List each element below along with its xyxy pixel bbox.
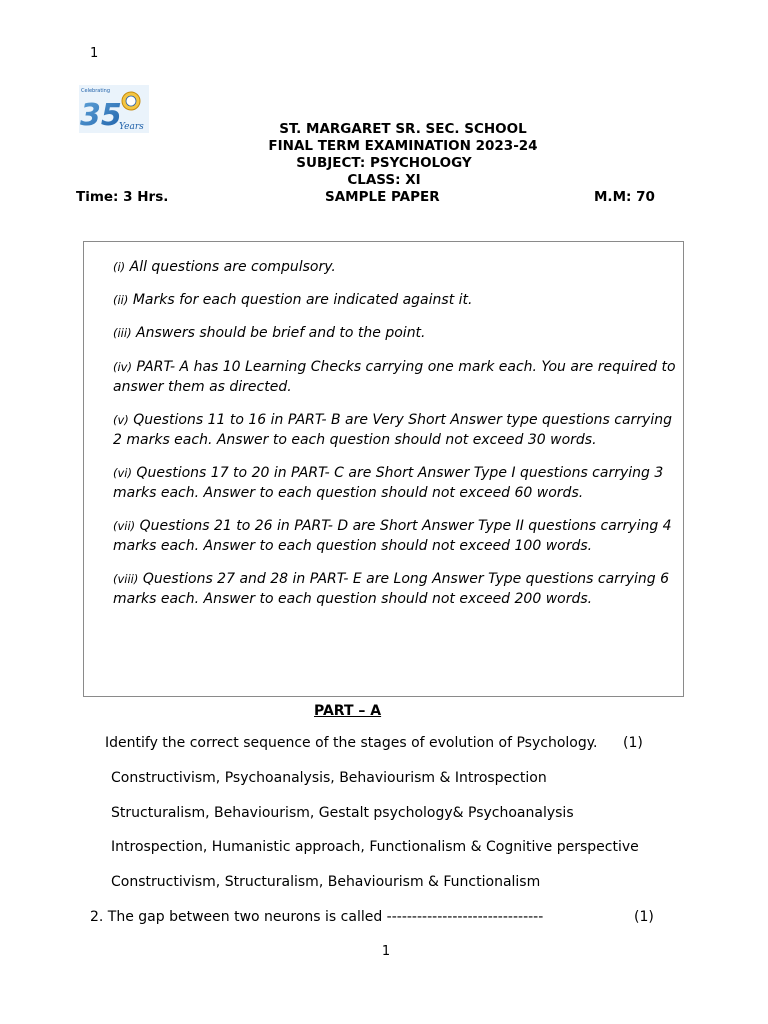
logo-sub: Years xyxy=(119,122,144,132)
question-1-marks: (1) xyxy=(623,735,643,751)
sample-paper-label: SAMPLE PAPER xyxy=(325,189,440,205)
logo-number: 35 xyxy=(80,98,122,133)
page-number-top: 1 xyxy=(90,46,99,61)
question-2-text: 2. The gap between two neurons is called ------------------------------- xyxy=(90,909,544,925)
question-1-option: Structuralism, Behaviourism, Gestalt psychology& Psychoanalysis xyxy=(111,805,574,821)
instruction-item: (vi) Questions 17 to 20 in PART- C are Short Answer Type I questions carrying 3 marks each. Answer to each question should not exceed 60 words. xyxy=(113,465,664,501)
part-a-heading: PART – A xyxy=(314,703,382,719)
instruction-item: (viii) Questions 27 and 28 in PART- E are Long Answer Type questions carrying 6 marks each. Answer to each question should not exceed 200 words. xyxy=(113,571,669,607)
instruction-item: (vii) Questions 21 to 26 in PART- D are Short Answer Type II questions carrying 4 marks each. Answer to each question should not exceed 100 words. xyxy=(113,518,672,554)
question-2-marks: (1) xyxy=(634,909,654,925)
instruction-item: (i) All questions are compulsory. xyxy=(113,259,336,275)
instruction-item: (v) Questions 11 to 16 in PART- B are Very Short Answer type questions carrying 2 marks each. Answer to each question should not exceed 30 words. xyxy=(113,412,672,448)
question-1-option: Constructivism, Psychoanalysis, Behaviourism & Introspection xyxy=(111,770,547,786)
subject-line: SUBJECT: PSYCHOLOGY xyxy=(296,155,472,171)
logo-caption: Celebrating xyxy=(81,88,111,94)
question-1-option: Introspection, Humanistic approach, Functionalism & Cognitive perspective xyxy=(111,839,639,855)
max-marks-label: M.M: 70 xyxy=(594,189,655,205)
school-name: ST. MARGARET SR. SEC. SCHOOL xyxy=(279,121,527,137)
instruction-item: (iv) PART- A has 10 Learning Checks carrying one mark each. You are required to answer them as directed. xyxy=(113,359,676,395)
question-1-option: Constructivism, Structuralism, Behaviourism & Functionalism xyxy=(111,874,541,890)
instruction-item: (ii) Marks for each question are indicated against it. xyxy=(113,292,473,308)
instruction-item: (iii) Answers should be brief and to the point. xyxy=(113,325,426,341)
page-number-bottom: 1 xyxy=(381,944,391,959)
exam-title: FINAL TERM EXAMINATION 2023-24 xyxy=(268,138,538,154)
class-line: CLASS: XI xyxy=(347,172,421,188)
question-1-text: Identify the correct sequence of the stages of evolution of Psychology. xyxy=(105,735,598,751)
instructions-box xyxy=(83,241,684,697)
time-label: Time: 3 Hrs. xyxy=(76,189,169,205)
